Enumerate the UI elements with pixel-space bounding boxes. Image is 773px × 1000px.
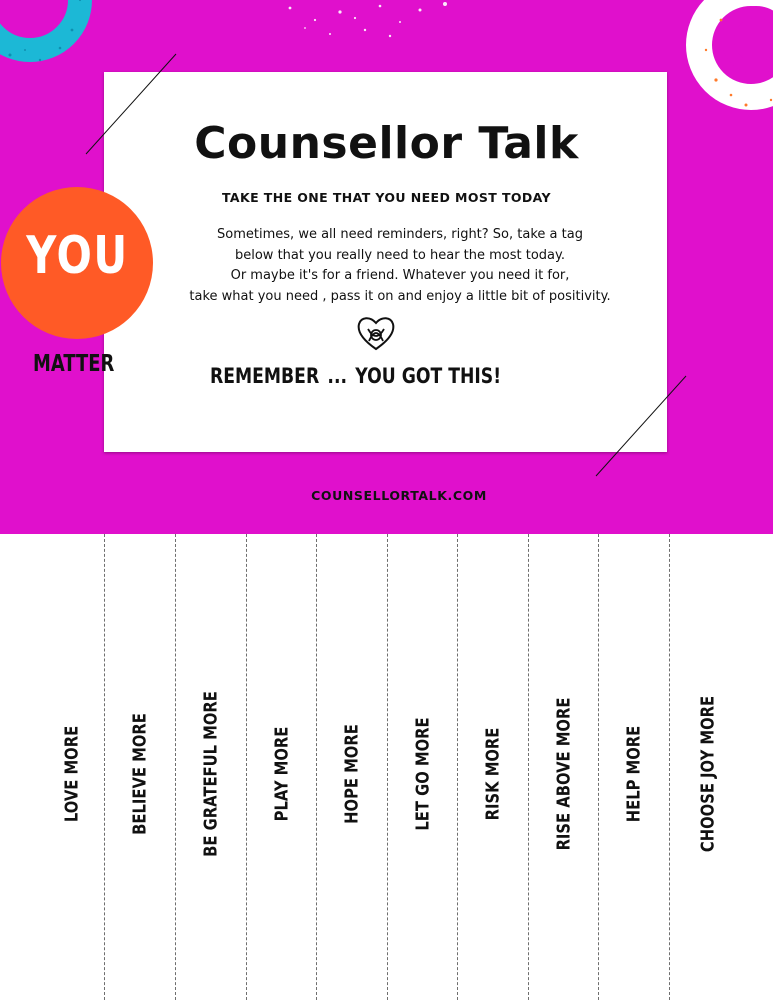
tear-off-tab[interactable] <box>247 534 317 1000</box>
speckle-decoration <box>270 0 470 45</box>
tab-label: RISK MORE <box>482 727 504 821</box>
intro-line: take what you need , pass it on and enjoy a little bit of positivity. <box>189 288 611 304</box>
tab-label: HOPE MORE <box>341 724 363 824</box>
remember-tagline <box>210 364 501 388</box>
tear-off-tab[interactable] <box>529 534 599 1000</box>
tab-label: BELIEVE MORE <box>129 713 151 835</box>
tear-off-tabs <box>0 534 773 1000</box>
website-url: COUNSELLORTALK.COM <box>311 488 487 503</box>
tear-off-tab[interactable] <box>317 534 388 1000</box>
tear-off-tab[interactable] <box>599 534 670 1000</box>
remember-text: REMEMBER <box>210 364 320 388</box>
subtitle: TAKE THE ONE THAT YOU NEED MOST TODAY <box>221 190 552 205</box>
tab-label: PLAY MORE <box>271 726 292 822</box>
tear-off-tab[interactable] <box>388 534 458 1000</box>
tab-label: LET GO MORE <box>412 717 433 831</box>
matter-text: MATTER <box>33 351 115 377</box>
tab-label: HELP MORE <box>623 725 645 823</box>
tear-off-tab[interactable] <box>0 534 105 1000</box>
intro-line: Or maybe it's for a friend. Whatever you need it for, <box>230 268 570 283</box>
tear-off-tab[interactable] <box>670 534 773 1000</box>
remember-ellipsis: ... <box>327 364 348 388</box>
page-title: Counsellor Talk <box>194 118 579 169</box>
intro-line: Sometimes, we all need reminders, right? So, take a tag <box>217 227 583 242</box>
you-got-this-text: YOU GOT THIS! <box>355 364 502 388</box>
tab-label: CHOOSE JOY MORE <box>697 695 719 853</box>
tear-off-tab[interactable] <box>458 534 529 1000</box>
tab-label: LOVE MORE <box>61 725 83 823</box>
tear-off-tab[interactable] <box>176 534 247 1000</box>
heart-knot-icon <box>355 313 397 353</box>
intro-line: below that you really need to hear the most today. <box>234 247 565 263</box>
you-badge-text: YOU <box>26 226 129 286</box>
diagonal-line-bottom-right <box>594 374 688 478</box>
tab-label: RISE ABOVE MORE <box>553 697 574 851</box>
tab-label: BE GRATEFUL MORE <box>200 691 222 857</box>
tear-off-tab[interactable] <box>105 534 176 1000</box>
white-ring-decoration <box>676 0 773 130</box>
